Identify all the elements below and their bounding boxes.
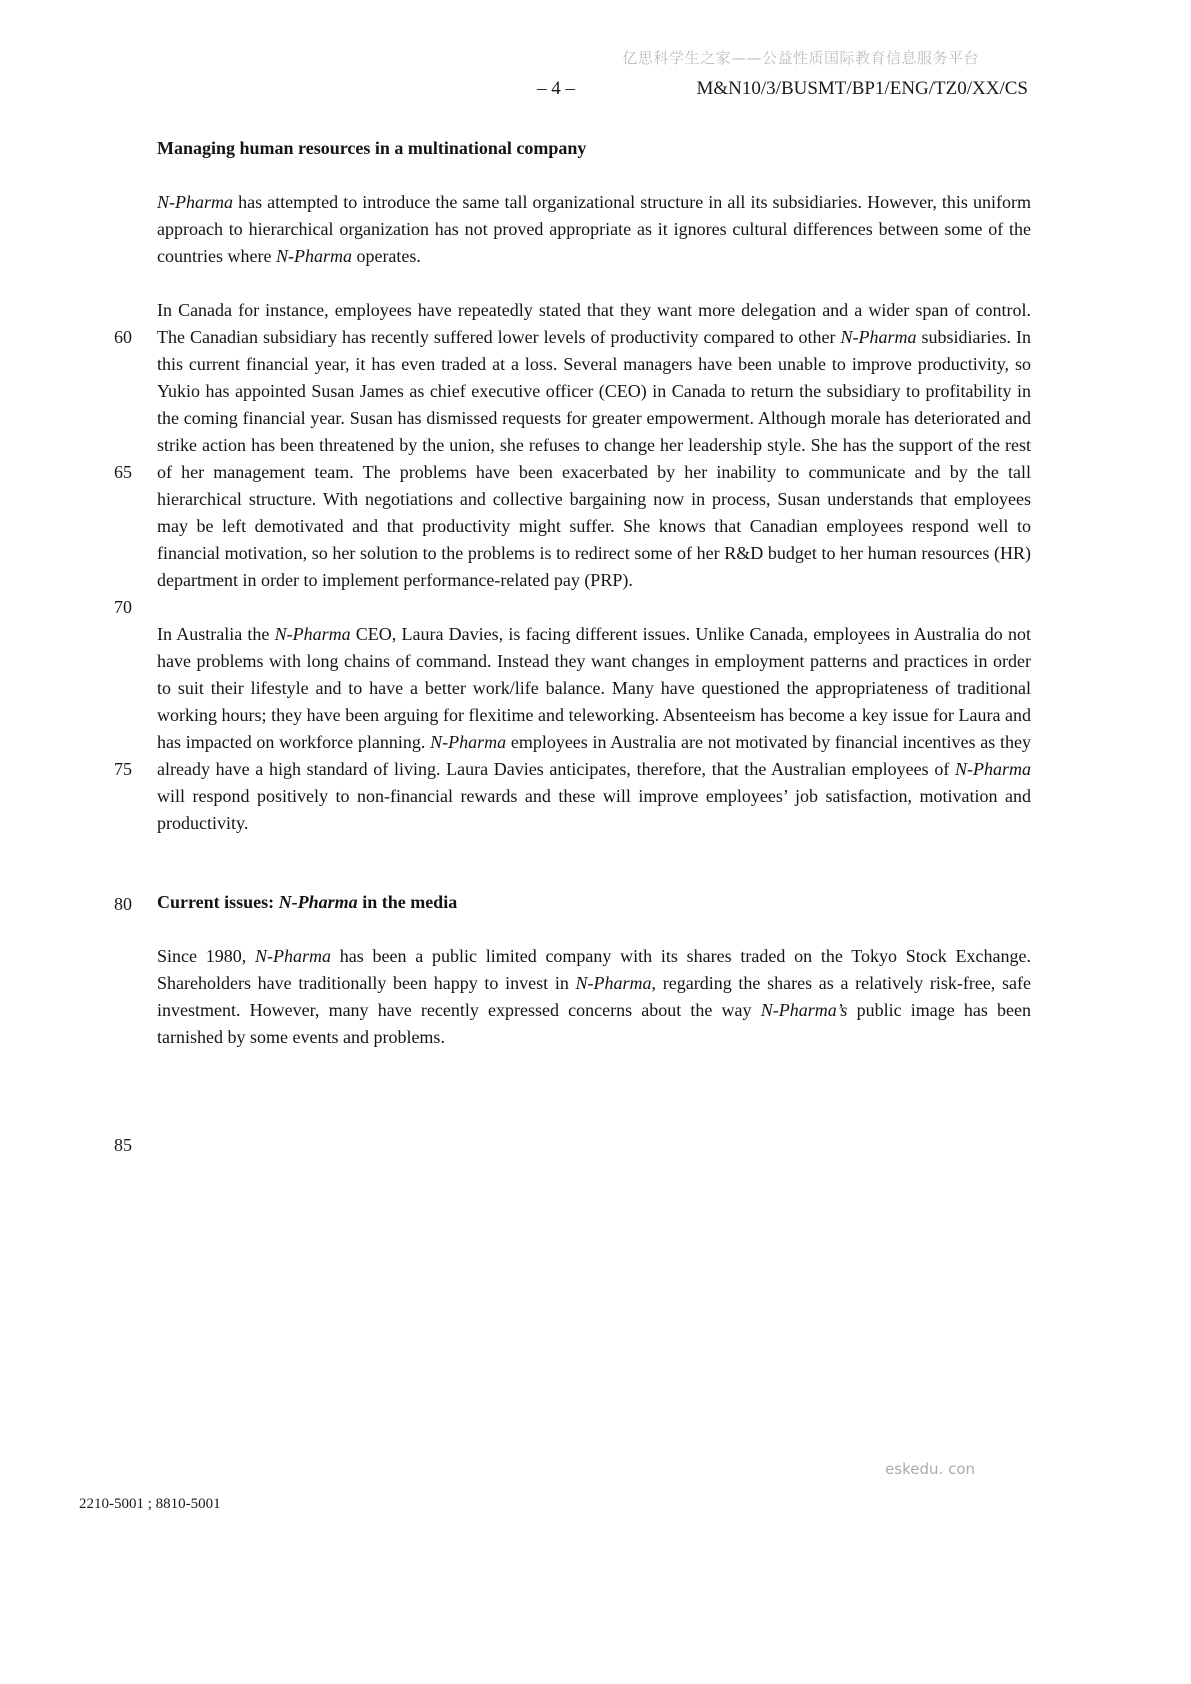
paragraph-australia	[157, 621, 1031, 837]
text-segment: N-Pharma	[278, 892, 358, 912]
line-number: 80	[114, 894, 132, 914]
text-segment: N-Pharma	[255, 946, 331, 966]
paper-code: M&N10/3/BUSMT/BP1/ENG/TZ0/XX/CS	[696, 78, 1028, 99]
line-number: 85	[114, 1135, 132, 1155]
section-heading-media	[157, 889, 1031, 916]
watermark-text: 亿思科学生之家——公益性质国际教育信息服务平台	[622, 49, 979, 67]
document-reference-codes: 2210-5001 ; 8810-5001	[79, 1496, 221, 1512]
text-segment: Current issues:	[157, 892, 279, 912]
text-segment: subsidiaries. In this current financial year, it has even traded at a loss. Several managers have been unable to improve productivity, so Yukio has appointed Susan James as chief executive officer (CEO) in Canada to return the subsidiary to profitability in the coming financial year. Susan has dismissed requests for greater empowerment. Although morale has deteriorated and strike action has been threatened by the union, she refuses to change her leadership style. She has the support of the rest of her management team. The problems have been exacerbated by her inability to communicate and by the tall hierarchical structure. With negotiations and collective bargaining now in process, Susan understands that employees may be left demotivated and that productivity might suffer. She knows that Canadian employees respond well to financial motivation, so her solution to the problems is to redirect some of her R&D budget to her human resources (HR) department in order to implement performance-related pay (PRP).	[157, 327, 1032, 590]
paragraph-canada	[157, 297, 1031, 594]
text-segment: operates.	[351, 246, 421, 266]
line-number: 60	[114, 327, 132, 347]
text-segment: employees in Australia are not motivated by financial incentives as they already have a high standard of living. Laura Davies anticipates, therefore, that the Australian employees of	[157, 732, 1032, 779]
paragraph-structure	[157, 189, 1031, 270]
text-segment: will respond positively to non-financial rewards and these will improve employees’ job satisfaction, motivation and productivity.	[157, 786, 1031, 833]
text-segment: N-Pharma’s	[760, 1000, 848, 1020]
line-number: 70	[114, 597, 132, 617]
text-segment: N-Pharma	[840, 327, 917, 347]
text-segment: , regarding the shares as a relatively risk-free, safe investment. However, many have recently expressed concerns about the way	[157, 973, 1031, 1020]
line-number: 65	[114, 462, 132, 482]
line-number: 75	[114, 759, 132, 779]
text-segment: N-Pharma	[274, 624, 351, 644]
text-segment: N-Pharma	[157, 192, 233, 212]
section-heading-hr: Managing human resources in a multinational company	[157, 138, 587, 158]
text-segment: CEO, Laura Davies, is facing different issues. Unlike Canada, employees in Australia do not have problems with long chains of command. Instead they want changes in employment patterns and practices in order to suit their lifestyle and to have a better work/life balance. Many have questioned the appropriateness of traditional working hours; they have been arguing for flexitime and teleworking. Absenteeism has become a key issue for Laura and has impacted on workforce planning.	[157, 624, 1031, 752]
text-segment: public image has been tarnished by some events and problems.	[157, 1000, 1032, 1047]
text-segment: N-Pharma	[430, 732, 507, 752]
site-watermark: eskedu. con	[885, 1460, 975, 1478]
text-segment: N-Pharma	[275, 246, 352, 266]
text-segment: N-Pharma	[955, 759, 1031, 779]
paragraph-media	[157, 943, 1031, 1051]
text-segment: In Australia the	[157, 624, 275, 644]
text-segment: Since 1980,	[157, 946, 255, 966]
text-segment: N-Pharma	[575, 973, 652, 993]
text-segment: in the media	[357, 892, 458, 912]
text-segment: has been a public limited company with its shares traded on the Tokyo Stock Exchange. Shareholders have traditionally been happy to invest in	[157, 946, 1031, 993]
document-body	[157, 135, 1031, 1078]
page-number: – 4 –	[537, 78, 575, 99]
text-segment: has attempted to introduce the same tall organizational structure in all its subsidiaries. However, this uniform approach to hierarchical organization has not proved appropriate as it ignores cultural differences between some of the countries where	[157, 192, 1031, 266]
text-segment: In Canada for instance, employees have repeatedly stated that they want more delegation and a wider span of control. The Canadian subsidiary has recently suffered lower levels of productivity compared to other	[157, 300, 1031, 347]
